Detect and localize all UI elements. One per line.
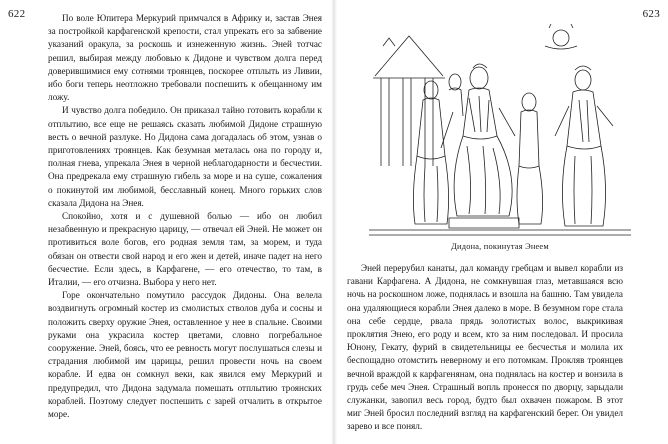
right-page <box>337 0 668 444</box>
illustration-caption: Дидона, покинутая Энеем <box>451 242 549 251</box>
page-number-left: 622 <box>8 8 26 20</box>
left-page-text <box>48 12 322 421</box>
left-paragraph-4: Горе окончательно помутило рассудок Дидоны. Она велела воздвигнуть огромный костер из смолистых стволов дуба и сосны и положить сверху оружие Энея, оставленное у нее в спальне. Своими руками она украсила костер цветами, словно погребальное сооружение. Эней, боясь, что ее ревность могут послушаться слезы и страдания любимой им царицы, решил провести ночь на своем корабле. И едва он сомкнул веки, как явился ему Меркурий и предупредил, что Дидона задумала помешать отплытию троянских кораблей. Поэтому следует поспешить с зарей отчалить в открытое море. <box>48 290 322 420</box>
dido-engraving-illustration <box>369 16 631 238</box>
left-paragraph-3: Спокойно, хотя и с душевной болью — ибо он любил незабвенную и прекрасную царицу, — отвечал ей Эней. Не может он противиться воле богов, его родная земля там, за морем, и туда обязан он отвести свой народ и его жен и детей, иначе падет на него бесчестие. Если здесь, в Карфагене, — его отечество, то там, в Италии, — его отчизна. Выбора у него нет. <box>48 211 322 288</box>
left-paragraph-1: По воле Юпитера Меркурий примчался в Африку и, застав Энея за постройкой карфагенской крепости, стал упрекать его за забвение указаний оракула, за роскошь и изнеженную жизнь. Эней тотчас решил, выбирая между любовью к Дидоне и чувством долга перед доверившимися ему сотнями троянцев, поскорее отплыть из Ливии, ибо боги теперь неотложно требовали поспешить к обещанному им ложу. <box>48 13 322 103</box>
right-page-text <box>347 262 623 434</box>
left-paragraph-2: И чувство долга победило. Он приказал тайно готовить корабли к отплытию, все еще не решаясь сказать любимой Дидоне страшную весть о вечной разлуке. Но Дидона сама догадалась об этом, узнав о приготовлениях троянцев. Как безумная металась она по городу и, полная гнева, упрекала Энея в черной неблагодарности и бесчестии. Она предрекала ему страшную гибель за море и на суше, сожаления о покинутой им любимой, бесславный конец. Много горьких слов сказала Дидона на Энея. <box>48 105 322 208</box>
right-paragraph-1: Эней перерубил канаты, дал команду гребцам и вывел корабли из гавани Карфагена. А Дидона, не сомкнувшая глаз, метавшаяся всю ночь на роскошном ложе, поднялась и взошла на башню. Там увидела она удаляющиеся корабли Энея далеко в море. В безумном горе стала она себе сердце, рвала прядь золотистых волос, выкрикивая проклятия Энею, его роду и всем, кто за ним последовал. И просила Юнону, Гекату, фурий в свидетельницы ее бесчестья и молила их беспощадно отомстить неверному и его потомкам. Прокляв троянцев вечной враждой к карфагенянам, она поднялась на костер и вонзила в грудь себе меч Энея. Страшный вопль пронесся по дворцу, зарыдали служанки, завопил весь город, будто был охвачен пожаром. В этот миг Эней бросил последний взгляд на карфагенский берег. Он увидел зарево и все понял. <box>347 263 623 432</box>
engraving-drawing <box>369 16 631 238</box>
left-page <box>0 0 331 444</box>
page-number-right: 623 <box>642 8 660 20</box>
